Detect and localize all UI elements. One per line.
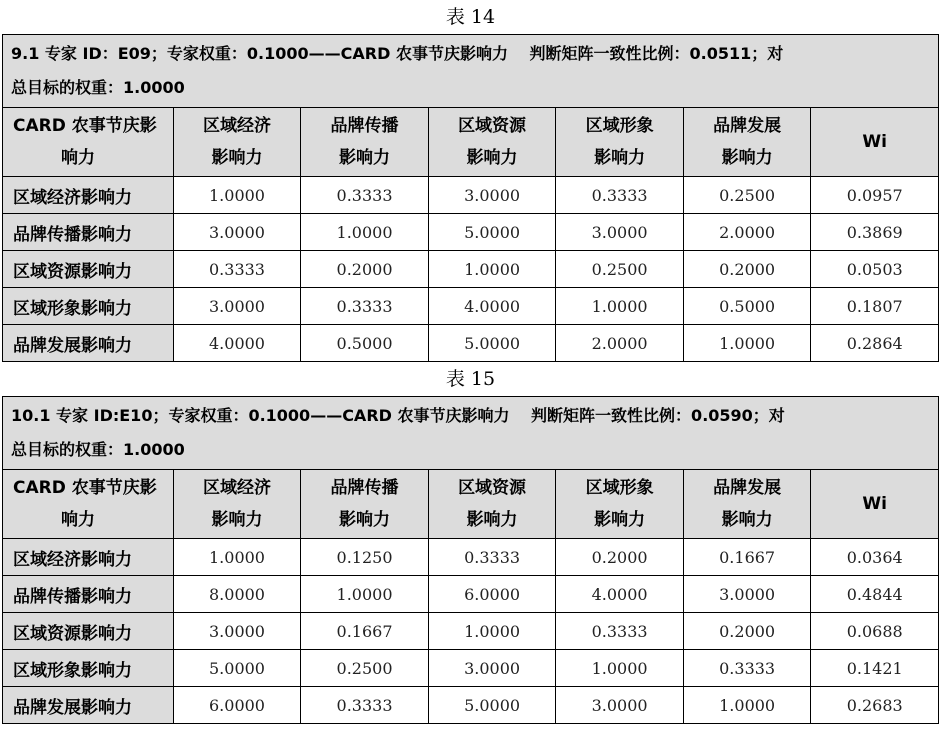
row-header: 品牌发展影响力 [3,687,174,724]
column-header-line: 区域资源 [458,478,527,498]
corner-header-line: CARD 农事节庆影 [13,116,157,136]
column-header [301,470,429,539]
matrix-cell: 0.1807 [811,288,939,325]
column-header-line: 影响力 [721,510,773,530]
matrix-cell: 3.0000 [173,214,301,251]
matrix-cell: 1.0000 [173,539,301,576]
column-header-line: 品牌传播 [330,116,399,136]
matrix-cell: 0.2000 [301,251,429,288]
table-row [3,177,939,214]
matrix-cell: 0.2000 [683,251,811,288]
column-header-line: 影响力 [339,510,391,530]
column-header [556,470,684,539]
matrix-cell: 0.1421 [811,650,939,687]
matrix-cell: 0.2864 [811,325,939,362]
column-header-line: 品牌传播 [330,478,399,498]
matrix-cell: 0.1667 [301,613,429,650]
column-header-line: 影响力 [339,148,391,168]
matrix-cell: 5.0000 [428,687,556,724]
matrix-cell: 0.3333 [428,539,556,576]
table-caption: 表 15 [445,368,496,390]
matrix-cell: 1.0000 [173,177,301,214]
column-header-line: 区域资源 [458,116,527,136]
matrix-cell: 0.3333 [301,288,429,325]
matrix-cell: 2.0000 [683,214,811,251]
corner-header [3,470,174,539]
matrix-cell: 3.0000 [556,214,684,251]
column-header [683,470,811,539]
corner-header-line: 响力 [61,148,95,168]
corner-header [3,108,174,177]
expert-info-line-2: 总目标的权重：1.0000 [11,78,185,97]
column-header-line: 影响力 [466,510,518,530]
row-header: 区域形象影响力 [3,288,174,325]
matrix-cell: 0.2683 [811,687,939,724]
matrix-cell: 5.0000 [428,214,556,251]
matrix-cell: 3.0000 [173,288,301,325]
column-header-line: 品牌发展 [713,478,782,498]
column-header-line: 区域经济 [203,478,271,498]
table-row [3,325,939,362]
column-header-line: 影响力 [594,148,646,168]
matrix-cell: 1.0000 [301,214,429,251]
matrix-cell: 3.0000 [428,177,556,214]
matrix-cell: 0.2000 [683,613,811,650]
matrix-cell: 1.0000 [683,325,811,362]
column-header-line: 区域形象 [585,116,654,136]
matrix-cell: 0.1250 [301,539,429,576]
matrix-cell: 0.0688 [811,613,939,650]
matrix-cell: 5.0000 [173,650,301,687]
column-header [173,470,301,539]
matrix-cell: 4.0000 [173,325,301,362]
matrix-cell: 0.3333 [173,251,301,288]
matrix-cell: 3.0000 [173,613,301,650]
matrix-cell: 0.3333 [556,177,684,214]
matrix-cell: 0.3869 [811,214,939,251]
row-header: 品牌传播影响力 [3,214,174,251]
judgment-matrix-table [2,396,939,724]
wi-header: Wi [811,108,939,177]
row-header: 品牌发展影响力 [3,325,174,362]
matrix-cell: 1.0000 [301,576,429,613]
matrix-cell: 0.2000 [556,539,684,576]
judgment-matrix-table [2,34,939,362]
row-header: 区域资源影响力 [3,613,174,650]
expert-info-line-1: 10.1 专家 ID:E10；专家权重：0.1000——CARD 农事节庆影响力 判断矩阵一致性比例：0.0590；对 [11,406,785,425]
row-header: 品牌传播影响力 [3,576,174,613]
column-header [173,108,301,177]
matrix-cell: 0.1667 [683,539,811,576]
column-header [556,108,684,177]
row-header: 区域形象影响力 [3,650,174,687]
matrix-cell: 0.0957 [811,177,939,214]
table-row [3,650,939,687]
column-header [428,108,556,177]
matrix-cell: 3.0000 [428,650,556,687]
matrix-cell: 0.5000 [301,325,429,362]
corner-header-line: 响力 [61,510,95,530]
column-header-line: 品牌发展 [713,116,782,136]
matrix-cell: 0.2500 [556,251,684,288]
matrix-cell: 4.0000 [556,576,684,613]
row-header: 区域经济影响力 [3,177,174,214]
matrix-cell: 4.0000 [428,288,556,325]
table-row [3,613,939,650]
matrix-cell: 0.0364 [811,539,939,576]
column-header-line: 影响力 [721,148,773,168]
table-row [3,576,939,613]
column-header [428,470,556,539]
matrix-cell: 0.4844 [811,576,939,613]
wi-header: Wi [811,470,939,539]
matrix-cell: 1.0000 [428,613,556,650]
expert-info-line-2: 总目标的权重：1.0000 [11,440,185,459]
matrix-cell: 0.3333 [301,177,429,214]
table-row [3,687,939,724]
column-header-line: 影响力 [466,148,518,168]
matrix-cell: 0.3333 [301,687,429,724]
matrix-cell: 0.3333 [556,613,684,650]
matrix-cell: 1.0000 [556,650,684,687]
matrix-cell: 3.0000 [683,576,811,613]
table-caption: 表 14 [445,6,496,28]
expert-info-line-1: 9.1 专家 ID：E09；专家权重：0.1000——CARD 农事节庆影响力 判断矩阵一致性比例：0.0511；对 [11,44,784,63]
column-header-line: 影响力 [594,510,646,530]
matrix-cell: 0.2500 [683,177,811,214]
matrix-cell: 0.3333 [683,650,811,687]
column-header-line: 影响力 [211,148,263,168]
row-header: 区域资源影响力 [3,251,174,288]
matrix-cell: 1.0000 [556,288,684,325]
column-header [683,108,811,177]
column-header-line: 区域经济 [203,116,271,136]
table-row [3,214,939,251]
matrix-cell: 3.0000 [556,687,684,724]
expert-info [3,397,939,470]
matrix-cell: 2.0000 [556,325,684,362]
matrix-cell: 6.0000 [173,687,301,724]
column-header-line: 影响力 [211,510,263,530]
corner-header-line: CARD 农事节庆影 [13,478,157,498]
matrix-cell: 0.0503 [811,251,939,288]
matrix-cell: 6.0000 [428,576,556,613]
table-row [3,251,939,288]
table-row [3,539,939,576]
table-row [3,288,939,325]
matrix-cell: 0.5000 [683,288,811,325]
matrix-cell: 0.2500 [301,650,429,687]
row-header: 区域经济影响力 [3,539,174,576]
column-header [301,108,429,177]
expert-info [3,35,939,108]
matrix-cell: 8.0000 [173,576,301,613]
matrix-cell: 5.0000 [428,325,556,362]
column-header-line: 区域形象 [585,478,654,498]
matrix-cell: 1.0000 [428,251,556,288]
matrix-cell: 1.0000 [683,687,811,724]
